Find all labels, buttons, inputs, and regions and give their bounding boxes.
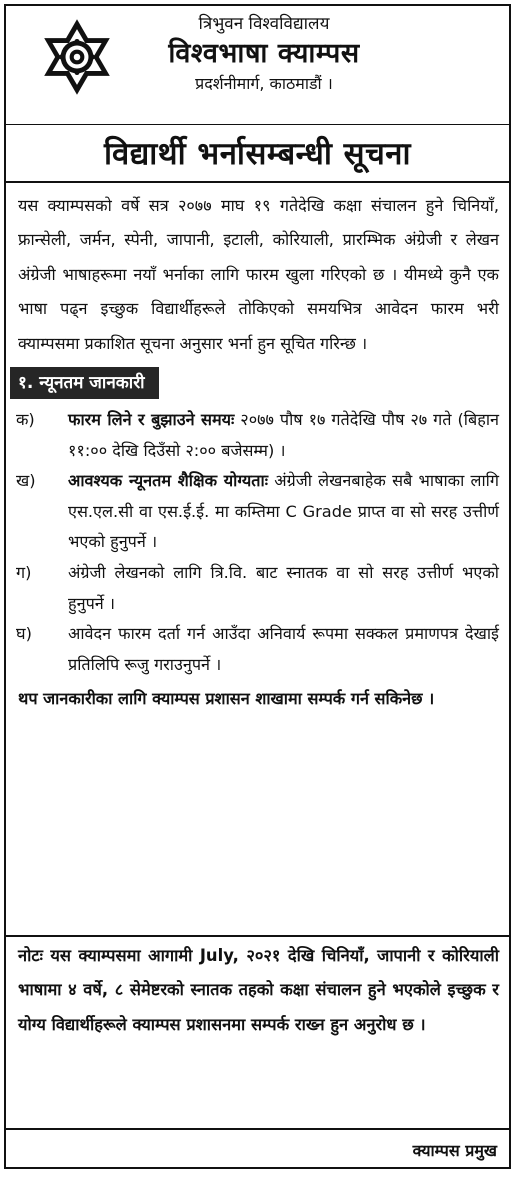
- notice-title: विद्यार्थी भर्नासम्बन्धी सूचना: [103, 136, 412, 172]
- item-text: अंग्रेजी लेखनबाहेक सबै भाषाका लागि एस.एल.सी वा एस.ई.ई. मा कम्तिमा C Grade प्राप्त वा सो सरह उत्तीर्ण भएको हुनुपर्ने ।: [68, 471, 499, 552]
- item-heading: फारम लिने र बुझाउने समयः: [68, 410, 235, 430]
- info-list: [6, 405, 509, 680]
- item-marker: ख): [16, 471, 36, 491]
- university-emblem-icon: [36, 16, 118, 98]
- list-item: [6, 558, 509, 619]
- item-text: अंग्रेजी लेखनको लागि त्रि.वि. बाट स्नातक वा सो सरह उत्तीर्ण भएको हुनुपर्ने ।: [68, 563, 499, 613]
- campus-address: प्रदर्शनीमार्ग, काठमाडौं ।: [195, 74, 333, 93]
- notice-page: [4, 4, 511, 1169]
- item-marker: ग): [16, 563, 32, 582]
- list-item: [6, 619, 509, 680]
- more-info-text: थप जानकारीका लागि क्याम्पस प्रशासन शाखामा सम्पर्क गर्न सकिनेछ ।: [18, 689, 435, 709]
- item-marker: घ): [16, 624, 32, 644]
- university-name: त्रिभुवन विश्वविद्यालय: [198, 14, 330, 34]
- note-box: नोटः यस क्याम्पसमा आगामी July, २०२१ देखि चिनियाँ, जापानी र कोरियाली भाषामा ४ वर्षे, ८ सेमेष्टरको स्नातक तहको कक्षा संचालन हुने भएकोले इच्छुक र योग्य विद्यार्थीहरूले क्याम्पस प्रशासनमा सम्पर्क राख्न हुन अनुरोध छ ।: [6, 935, 509, 1130]
- item-text: २०७७ पौष १७ गतेदेखि पौष २७ गते (बिहान ११:०० देखि दिउँसो २:०० बजेसम्म) ।: [68, 410, 499, 460]
- header-text: [134, 12, 394, 96]
- item-marker: क): [16, 410, 35, 430]
- title-bar: [6, 125, 509, 183]
- campus-name: विश्वभाषा क्याम्पस: [168, 38, 360, 69]
- intro-paragraph: यस क्याम्पसको वर्षे सत्र २०७७ माघ १९ गतेदेखि कक्षा संचालन हुने चिनियाँ, फ्रान्सेली, जर्मन, स्पेनी, जापानी, इटाली, कोरियाली, प्रारम्भिक अंग्रेजी र लेखन अंग्रेजी भाषाहरूमा नयाँ भर्नाका लागि फारम खुला गरिएको छ । यीमध्ये कुनै एक भाषा पढ्न इच्छुक विद्यार्थीहरूले तोकिएको समयभित्र आवेदन फारम भरी क्याम्पसमा प्रकाशित सूचना अनुसार भर्ना हुन सूचित गरिन्छ ।: [18, 196, 499, 353]
- signature: क्याम्पस प्रमुख: [412, 1141, 497, 1160]
- list-item: [6, 466, 509, 558]
- notice-header: [6, 6, 509, 125]
- item-heading: आवश्यक न्यूनतम शैक्षिक योग्यताः: [68, 471, 268, 491]
- list-item: [6, 405, 509, 466]
- section-heading: १. न्यूनतम जानकारी: [10, 367, 159, 399]
- item-text: आवेदन फारम दर्ता गर्न आउँदा अनिवार्य रूपमा सक्कल प्रमाणपत्र देखाई प्रतिलिपि रूजु गराउनुपर्ने ।: [68, 624, 499, 674]
